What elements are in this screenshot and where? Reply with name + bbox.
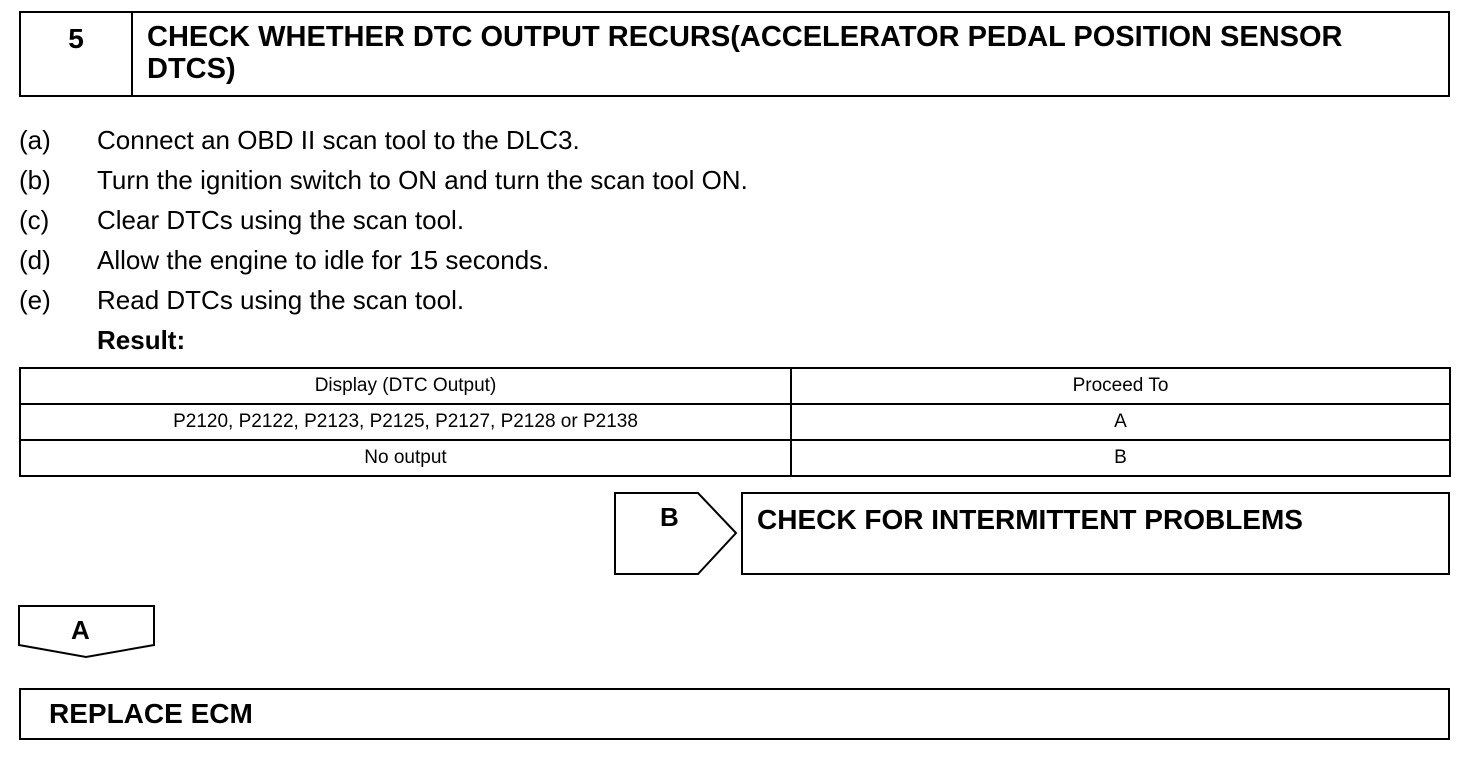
instruction-item <box>19 280 1119 320</box>
branch-b-label: B <box>660 502 679 532</box>
instruction-letter: (c) <box>19 205 50 235</box>
step-number: 5 <box>21 13 133 95</box>
branch-a-arrow <box>18 605 157 659</box>
table-header-cell: Proceed To <box>791 368 1450 404</box>
step-header <box>19 11 1450 97</box>
branch-b-action: CHECK FOR INTERMITTENT PROBLEMS <box>757 504 1303 535</box>
branch-b-action-box <box>741 492 1450 575</box>
branch-b-arrow <box>614 492 738 576</box>
result-label: Result: <box>97 325 186 355</box>
instruction-letter: (a) <box>19 125 51 155</box>
branch-a-action: REPLACE ECM <box>49 698 253 729</box>
instruction-item <box>19 200 1119 240</box>
step-title: CHECK WHETHER DTC OUTPUT RECURS(ACCELERATOR PEDAL POSITION SENSOR DTCS) <box>147 21 1343 85</box>
instruction-item <box>19 160 1119 200</box>
instruction-letter: (d) <box>19 245 51 275</box>
instruction-letter: (e) <box>19 285 51 315</box>
instruction-item <box>19 120 1119 160</box>
instruction-list <box>19 120 1119 320</box>
table-row <box>20 440 1450 476</box>
table-cell: B <box>791 440 1450 476</box>
instruction-letter: (b) <box>19 165 51 195</box>
instruction-text: Read DTCs using the scan tool. <box>97 285 465 315</box>
table-cell: No output <box>20 440 791 476</box>
table-header-row <box>20 368 1450 404</box>
instruction-text: Turn the ignition switch to ON and turn the scan tool ON. <box>97 165 748 195</box>
table-cell: P2120, P2122, P2123, P2125, P2127, P2128 or P2138 <box>20 404 791 440</box>
instruction-text: Connect an OBD II scan tool to the DLC3. <box>97 125 580 155</box>
instruction-item <box>19 240 1119 280</box>
instruction-text: Clear DTCs using the scan tool. <box>97 205 465 235</box>
branch-a-label: A <box>71 615 90 645</box>
table-header-cell: Display (DTC Output) <box>20 368 791 404</box>
instruction-text: Allow the engine to idle for 15 seconds. <box>97 245 550 275</box>
table-row <box>20 404 1450 440</box>
branch-a-action-box <box>19 688 1450 740</box>
table-cell: A <box>791 404 1450 440</box>
result-table <box>19 367 1451 477</box>
